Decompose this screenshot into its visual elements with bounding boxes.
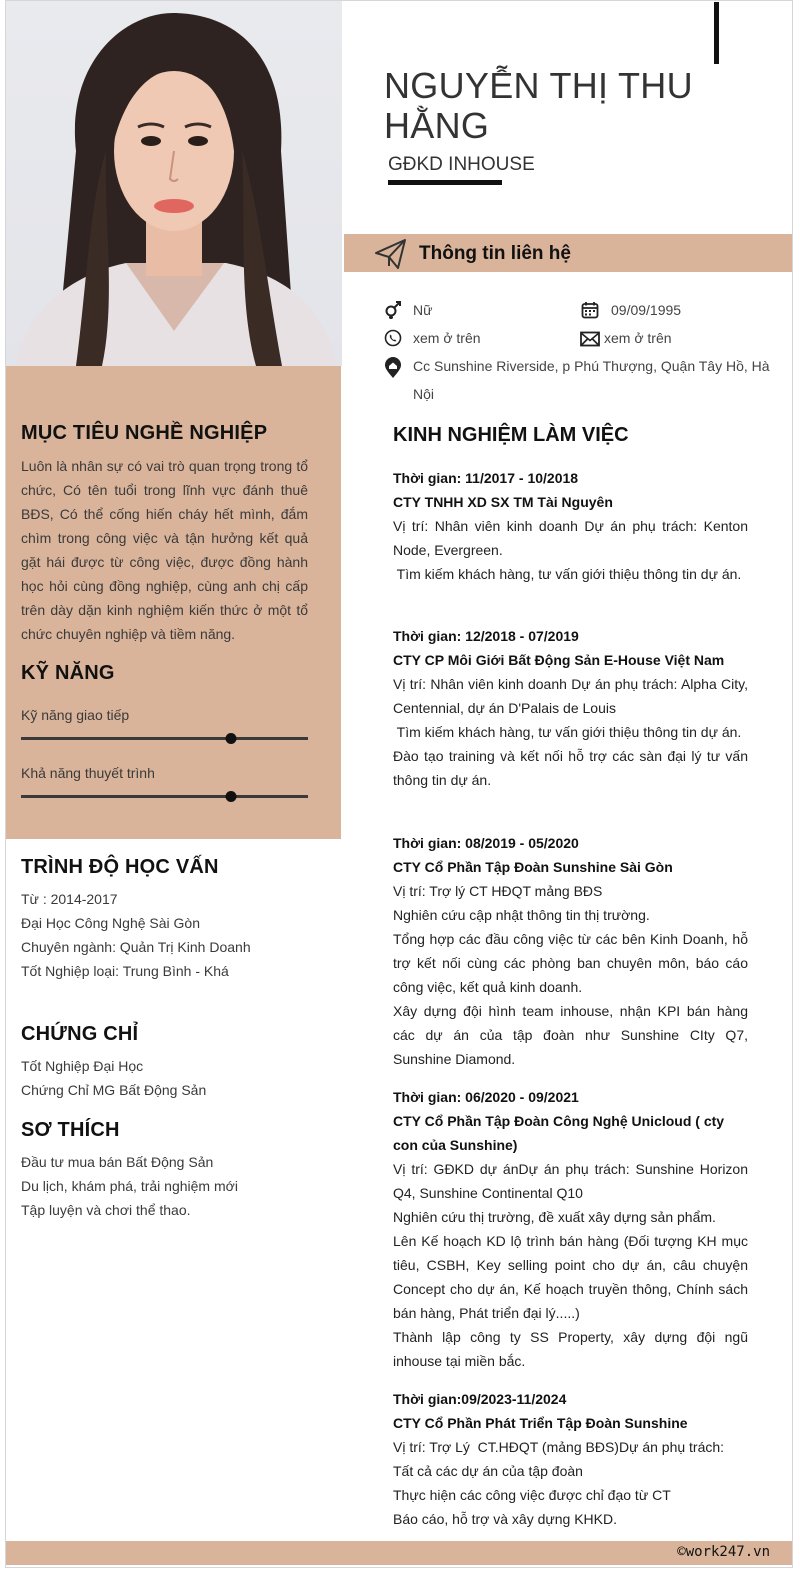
objective-text: Luôn là nhân sự có vai trò quan trọng trong tổ chức, Có tên tuổi trong lĩnh vực đánh thuê BĐS, Có thể cống hiến cháy hết mình, đắm chìm trong công việc và tận hưởng kết quả gặt hái được từ công việc, được đồng hành học hỏi cùng đồng nghiệp, cùng anh chị cấp trên dày dặn kinh nghiệm kiến thức ở một tổ chức chuyên nghiệp và tiềm năng.: [21, 458, 308, 642]
education-line: Tốt Nghiệp loại: Trung Bình - Khá: [21, 963, 229, 979]
certificate-line: Tốt Nghiệp Đại Học: [21, 1058, 144, 1074]
experience-time: Thời gian:09/2023-11/2024: [393, 1391, 567, 1407]
experience-line: Vị trí: Nhân viên kinh doanh Dự án phụ trách: Alpha City, Centennial, dự án D'Palais de Louis: [393, 676, 748, 716]
experience-item: [393, 1387, 748, 1531]
footer-bar: [6, 1541, 792, 1565]
skill-bar: [21, 737, 308, 740]
experience-line: Tìm kiếm khách hàng, tư vấn giới thiệu thông tin dự án.: [393, 566, 742, 582]
experience-line: Tổng hợp các đầu công việc từ các bên Kinh Doanh, hỗ trợ kết nối cùng các phòng ban chuyên môn, báo cáo công việc, kết quả kinh doanh.: [393, 931, 748, 995]
contact-birthday: 09/09/1995: [611, 302, 682, 318]
education-list: [21, 887, 321, 983]
experience-line: Nghiên cứu cập nhật thông tin thị trường.: [393, 907, 650, 923]
experience-item: [393, 1085, 748, 1373]
certificate-line: Chứng Chỉ MG Bất Động Sản: [21, 1082, 207, 1098]
candidate-role: GĐKD INHOUSE: [388, 154, 535, 175]
experience-line: Vị trí: GĐKD dự ánDự án phụ trách: Sunshine Horizon Q4, Sunshine Continental Q10: [393, 1161, 748, 1201]
hobby-line: Tập luyện và chơi thể thao.: [21, 1202, 191, 1218]
portrait-image: [6, 1, 342, 366]
skills-title: KỸ NĂNG: [21, 662, 115, 684]
experience-company: CTY Cổ Phần Tập Đoàn Công Nghệ Unicloud ( cty con của Sunshine): [393, 1113, 725, 1153]
role-underline: [388, 180, 502, 185]
skill-level-marker: [225, 733, 236, 744]
hobby-line: Du lịch, khám phá, trải nghiệm mới: [21, 1178, 238, 1194]
education-line: Chuyên ngành: Quản Trị Kinh Doanh: [21, 939, 251, 955]
experience-line: Thành lập công ty SS Property, xây dựng đội ngũ inhouse tại miền bắc.: [393, 1329, 748, 1369]
hobby-line: Đầu tư mua bán Bất Động Sản: [21, 1154, 214, 1170]
certificates-list: [21, 1054, 321, 1102]
experience-company: CTY Cổ Phần Tập Đoàn Sunshine Sài Gòn: [393, 859, 673, 875]
experience-company: CTY TNHH XD SX TM Tài Nguyên: [393, 494, 613, 510]
skill-label: Khả năng thuyết trình: [21, 765, 155, 781]
education-line: Đại Học Công Nghệ Sài Gòn: [21, 915, 200, 931]
experience-line: Tất cả các dự án của tập đoàn: [393, 1463, 583, 1479]
experience-line: Tìm kiếm khách hàng, tư vấn giới thiệu thông tin dự án.: [393, 724, 742, 740]
paper-plane-icon: [374, 237, 408, 271]
education-title: TRÌNH ĐỘ HỌC VẤN: [21, 856, 219, 878]
experience-line: Vị trí: Trợ lý CT HĐQT mảng BĐS: [393, 883, 603, 899]
experience-line: Vị trí: Nhân viên kinh doanh Dự án phụ trách: Kenton Node, Evergreen.: [393, 518, 748, 558]
phone-icon: [384, 329, 402, 347]
calendar-icon: [581, 301, 599, 319]
experience-time: Thời gian: 06/2020 - 09/2021: [393, 1089, 579, 1105]
experience-line: Vị trí: Trợ Lý CT.HĐQT (mảng BĐS)Dự án phụ trách:: [393, 1439, 725, 1455]
experience-company: CTY Cổ Phần Phát Triển Tập Đoàn Sunshine: [393, 1415, 688, 1431]
contact-title: Thông tin liên hệ: [419, 243, 571, 264]
experience-time: Thời gian: 12/2018 - 07/2019: [393, 628, 579, 644]
contact-header-bar: [344, 234, 792, 272]
profile-photo: [6, 1, 342, 366]
experience-line: Đào tạo training và kết nối hỗ trợ các sàn đại lý tư vấn thông tin dự án.: [393, 748, 748, 788]
email-icon: [580, 330, 600, 348]
education-line: Từ : 2014-2017: [21, 891, 118, 907]
experience-line: Xây dựng đội hình team inhouse, nhận KPI bán hàng các dự án của tập đoàn như Sunshine CIty Q7, Sunshine Diamond.: [393, 1003, 748, 1067]
hobbies-list: [21, 1150, 321, 1222]
experience-title: KINH NGHIỆM LÀM VIỆC: [393, 424, 629, 446]
gender-icon: [384, 301, 402, 319]
experience-item: [393, 624, 748, 792]
footer-watermark: ©work247.vn: [677, 1544, 770, 1560]
hobbies-title: SƠ THÍCH: [21, 1119, 120, 1141]
contact-phone: xem ở trên: [413, 330, 481, 346]
experience-time: Thời gian: 11/2017 - 10/2018: [393, 470, 579, 486]
skill-level-marker: [225, 791, 236, 802]
header-accent-bar: [714, 2, 719, 64]
experience-line: Nghiên cứu thị trường, đề xuất xây dựng sản phẩm.: [393, 1209, 716, 1225]
experience-company: CTY CP Môi Giới Bất Động Sản E-House Việt Nam: [393, 652, 725, 668]
skill-label: Kỹ năng giao tiếp: [21, 707, 130, 723]
experience-item: [393, 466, 748, 586]
location-icon: [384, 357, 402, 379]
candidate-name: NGUYỄN THỊ THU HẰNG: [384, 65, 693, 146]
contact-email: xem ở trên: [604, 330, 672, 346]
experience-line: Báo cáo, hỗ trợ và xây dựng KHKD.: [393, 1511, 617, 1527]
objective-title: MỤC TIÊU NGHỀ NGHIỆP: [21, 422, 268, 444]
experience-line: Lên Kế hoạch KD lộ trình bán hàng (Đối tượng KH mục tiêu, CSBH, Key selling point cho dự án, câu chuyện Concept cho dự án, Kế hoạch truyền thông, Chính sách bán hàng, Phát triển đại lý.....): [393, 1233, 748, 1321]
contact-gender: Nữ: [413, 302, 433, 318]
skill-bar: [21, 795, 308, 798]
experience-time: Thời gian: 08/2019 - 05/2020: [393, 835, 579, 851]
experience-item: [393, 831, 748, 1071]
experience-line: Thực hiện các công việc được chỉ đạo từ CT: [393, 1487, 671, 1503]
contact-address: Cc Sunshine Riverside, p Phú Thượng, Quận Tây Hồ, Hà Nội: [413, 358, 770, 402]
certificates-title: CHỨNG CHỈ: [21, 1023, 139, 1045]
